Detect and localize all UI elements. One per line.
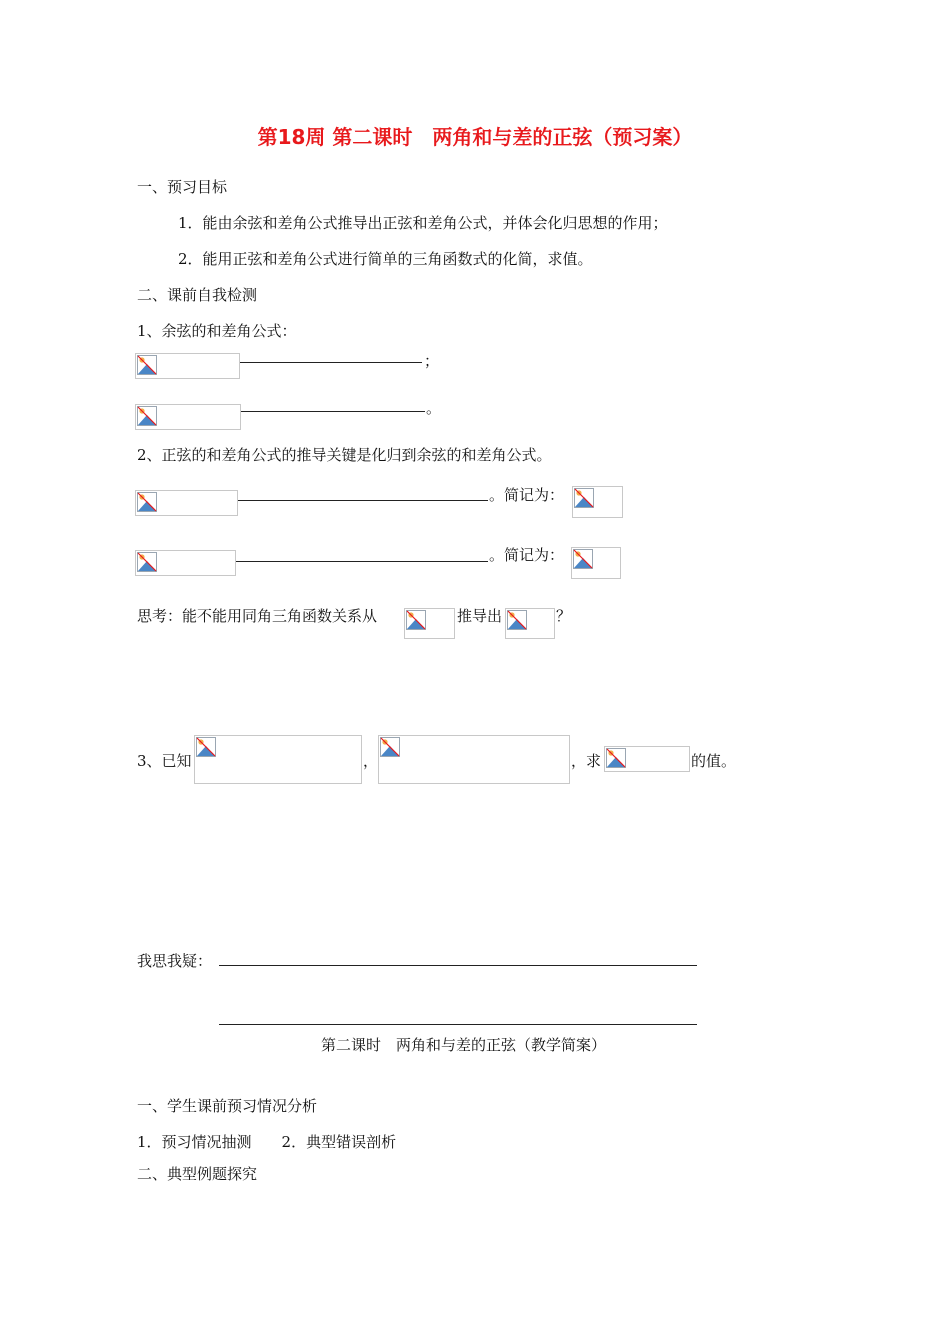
formula-image	[135, 353, 240, 379]
question-2: 2、正弦的和差角公式的推导关键是化归到余弦的和差角公式。	[137, 446, 552, 464]
broken-image-icon	[574, 488, 594, 508]
answer-blank[interactable]	[240, 362, 422, 363]
section-heading-preview-goals: 一、预习目标	[137, 178, 228, 196]
formula-image	[378, 735, 570, 784]
question-3-part-4: 的值。	[691, 752, 737, 770]
question-3-part-2: ，	[363, 752, 379, 770]
section-heading-self-check: 二、课前自我检测	[137, 286, 258, 304]
punctuation: ；	[424, 352, 440, 370]
goal-item-2: 2．能用正弦和差角公式进行简单的三角函数式的化简，求值。	[178, 250, 593, 268]
formula-image	[505, 608, 555, 639]
teaching-items: 1．预习情况抽测 2．典型错误剖析	[137, 1133, 397, 1151]
reflection-label: 我思我疑：	[137, 952, 213, 970]
reflection-line[interactable]	[219, 1024, 697, 1025]
formula-image	[194, 735, 362, 784]
broken-image-icon	[137, 492, 157, 512]
broken-image-icon	[606, 748, 626, 768]
formula-image	[572, 486, 623, 518]
goal-item-1: 1．能由余弦和差角公式推导出正弦和差角公式，并体会化归思想的作用；	[178, 214, 668, 232]
answer-blank[interactable]	[238, 500, 488, 501]
teaching-plan-title: 第二课时 两角和与差的正弦（教学简案）	[321, 1036, 607, 1054]
broken-image-icon	[137, 355, 157, 375]
question-1: 1、余弦的和差角公式：	[137, 322, 297, 340]
reflection-line[interactable]	[219, 965, 697, 966]
question-3-part-1: 3、已知	[137, 752, 192, 770]
page-title: 第18周 第二课时 两角和与差的正弦（预习案）	[257, 125, 693, 149]
think-question-part-1: 思考：能不能用同角三角函数关系从	[137, 607, 378, 625]
broken-image-icon	[380, 737, 400, 757]
broken-image-icon	[406, 610, 426, 630]
formula-image	[571, 547, 621, 579]
formula-image	[404, 608, 455, 639]
formula-image	[135, 550, 236, 576]
think-question-part-2: 推导出	[457, 607, 503, 625]
abbreviation-label: 。简记为：	[489, 546, 565, 564]
teaching-section-2: 二、典型例题探究	[137, 1165, 258, 1183]
question-3-part-3: ，求	[571, 752, 602, 770]
broken-image-icon	[573, 549, 593, 569]
teaching-section-1: 一、学生课前预习情况分析	[137, 1097, 318, 1115]
answer-blank[interactable]	[241, 411, 425, 412]
punctuation: 。	[426, 399, 442, 417]
abbreviation-label: 。简记为：	[489, 486, 565, 504]
broken-image-icon	[137, 406, 157, 426]
think-question-part-3: ？	[556, 607, 572, 625]
broken-image-icon	[507, 610, 527, 630]
answer-blank[interactable]	[236, 561, 488, 562]
broken-image-icon	[137, 552, 157, 572]
formula-image	[604, 746, 690, 772]
broken-image-icon	[196, 737, 216, 757]
formula-image	[135, 490, 238, 516]
formula-image	[135, 404, 241, 430]
